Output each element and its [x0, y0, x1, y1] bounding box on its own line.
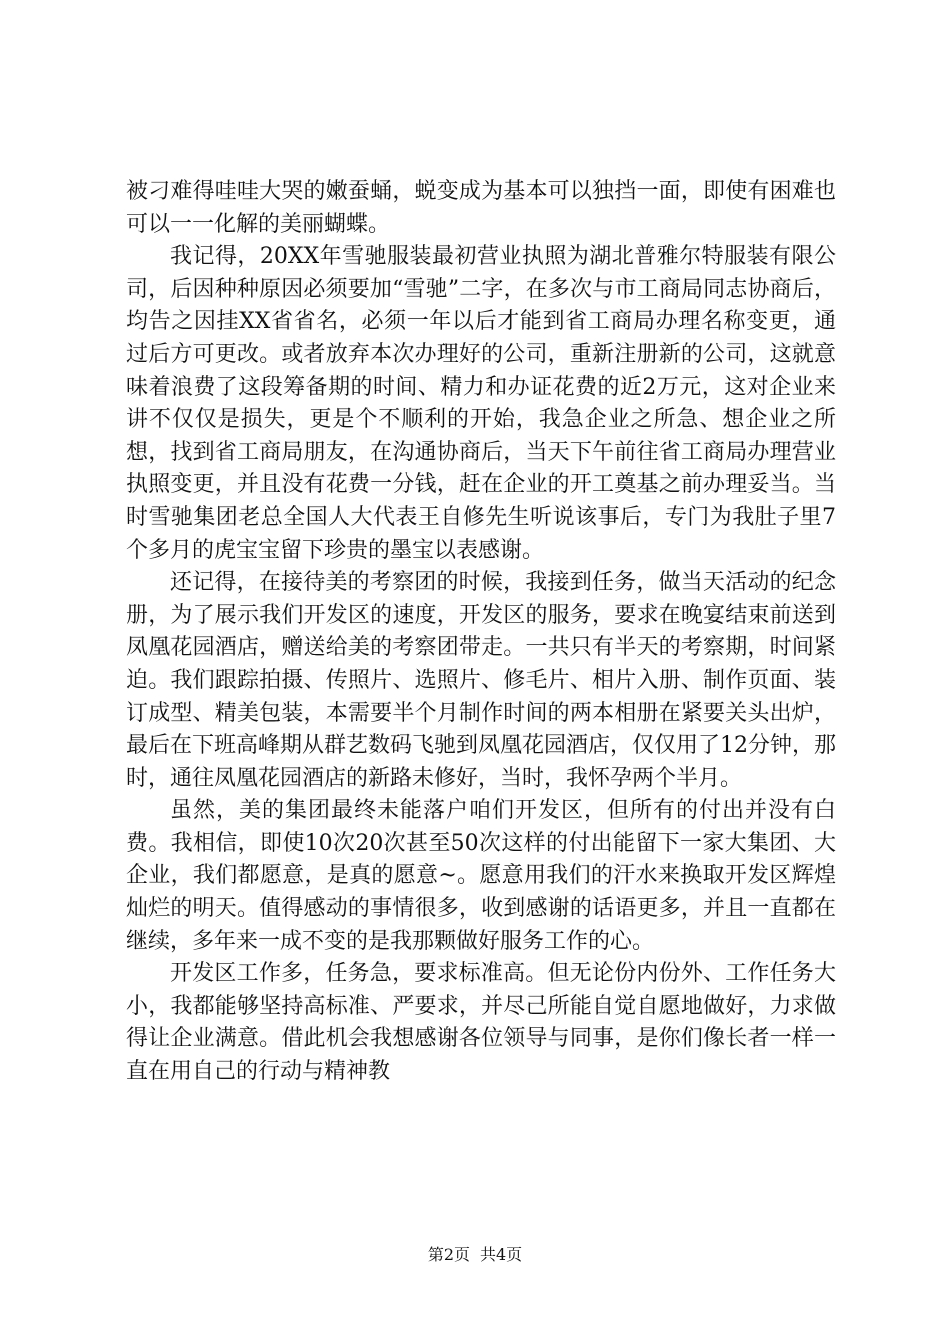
paragraph-5: 开发区工作多，任务急，要求标准高。但无论份内份外、工作任务大小，我都能够坚持高标准、严要求，并尽己所能自觉自愿地做好，力求做得让企业满意。借此机会我想感谢各位领导与同事，是你们像长者一样一直在用自己的行动与精神教: [126, 961, 836, 1085]
paragraph-1: 被刁难得哇哇大哭的嫩蚕蛹，蜕变成为基本可以独挡一面，即使有困难也可以一一化解的美丽蝴蝶。: [126, 179, 836, 237]
page-total: 共4页: [480, 1245, 523, 1264]
paragraph-4: 虽然，美的集团最终未能落户咱们开发区，但所有的付出并没有白费。我相信，即使10次20次甚至50次这样的付出能留下一家大集团、大企业，我们都愿意，是真的愿意~。愿意用我们的汗水来换取开发区辉煌灿烂的明天。值得感动的事情很多，收到感谢的话语更多，并且一直都在继续，多年来一成不变的是我那颗做好服务工作的心。: [126, 798, 836, 954]
page-footer: [0, 1245, 950, 1265]
document-body: [126, 176, 836, 1089]
paragraph-3: 还记得，在接待美的考察团的时候，我接到任务，做当天活动的纪念册，为了展示我们开发区的速度，开发区的服务，要求在晚宴结束前送到凤凰花园酒店，赠送给美的考察团带走。一共只有半天的考察期，时间紧迫。我们跟踪拍摄、传照片、选照片、修毛片、相片入册、制作页面、装订成型、精美包装，本需要半个月制作时间的两本相册在紧要关头出炉，最后在下班高峰期从群艺数码飞驰到凤凰花园酒店，仅仅用了12分钟，那时，通往凤凰花园酒店的新路未修好，当时，我怀孕两个半月。: [126, 570, 836, 791]
page-number: 第2页: [427, 1245, 470, 1264]
paragraph-2: 我记得，20XX年雪驰服装最初营业执照为湖北普雅尔特服装有限公司，后因种种原因必须要加“雪驰”二字，在多次与市工商局同志协商后，均告之因挂XX省省名，必须一年以后才能到省工商局办理名称变更，通过后方可更改。或者放弃本次办理好的公司，重新注册新的公司，这就意味着浪费了这段筹备期的时间、精力和办证花费的近2万元，这对企业来讲不仅仅是损失，更是个不顺利的开始，我急企业之所急、想企业之所想，找到省工商局朋友，在沟通协商后，当天下午前往省工商局办理营业执照变更，并且没有花费一分钱，赶在企业的开工奠基之前办理妥当。当时雪驰集团老总全国人大代表王自修先生听说该事后，专门为我肚子里7个多月的虎宝宝留下珍贵的墨宝以表感谢。: [126, 244, 836, 563]
